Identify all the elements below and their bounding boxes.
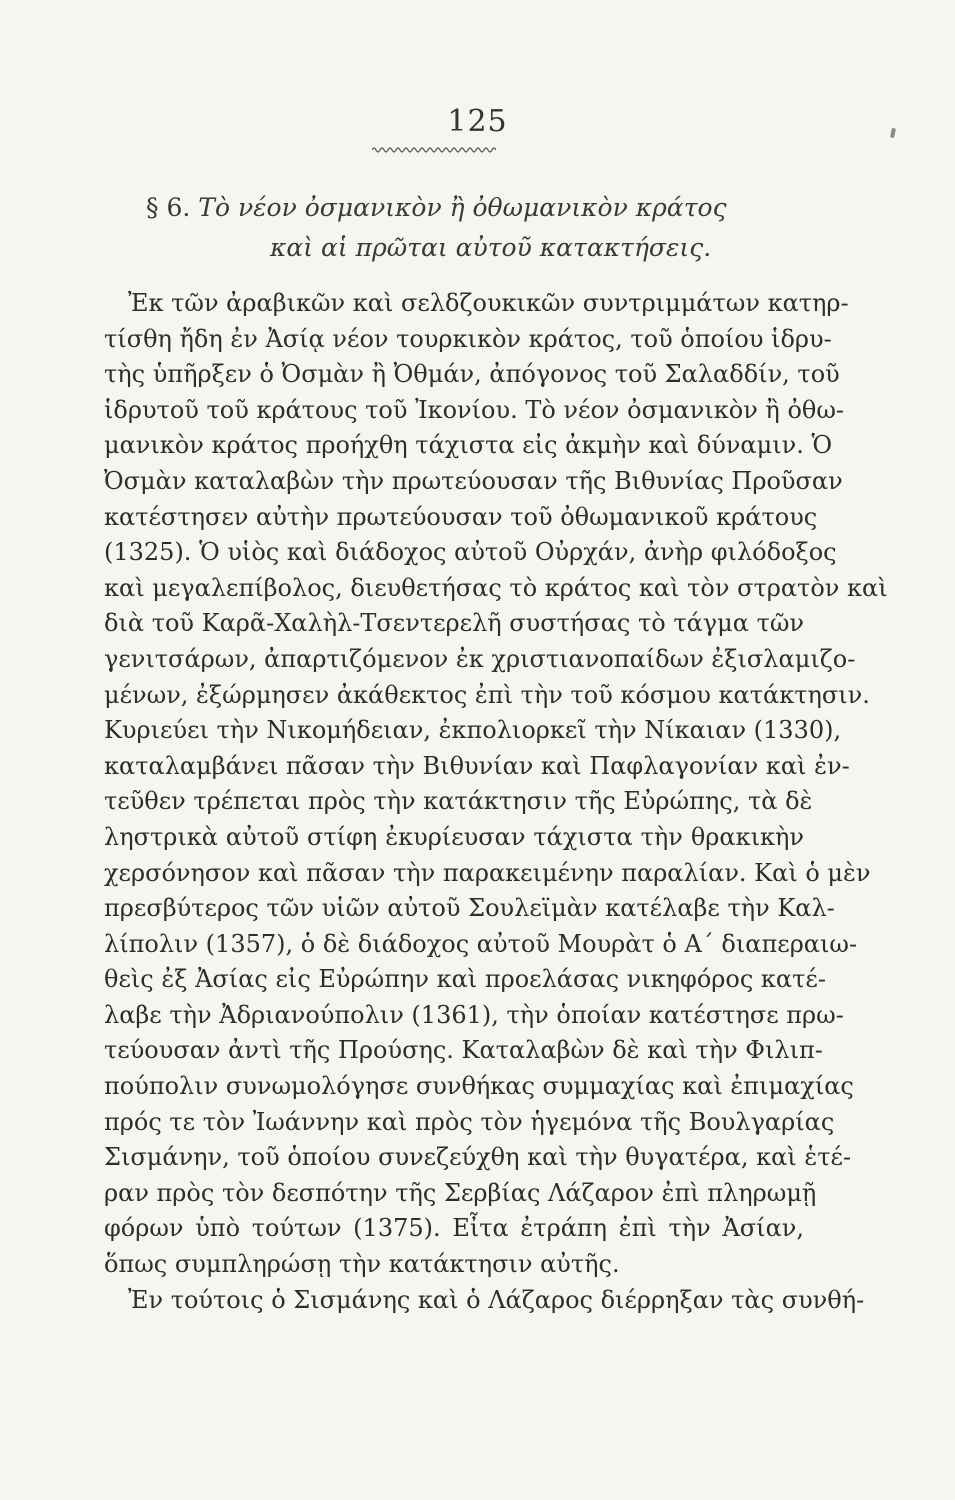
text-line: πρεσβύτερος τῶν υἱῶν αὐτοῦ Σουλεϊμὰν κατέλαβε τὴν Καλ- <box>104 894 835 923</box>
text-line: ὅπως συμπληρώσῃ τὴν κατάκτησιν αὐτῆς. <box>104 1250 620 1279</box>
text-line: λαβε τὴν Ἀδριανούπολιν (1361), τὴν ὁποίαν κατέστησε πρω- <box>104 1000 844 1029</box>
text-line: ληστρικὰ αὐτοῦ στίφη ἐκυρίευσαν τάχιστα τὴν θρακικὴν <box>104 822 804 851</box>
text-line: (1325). Ὁ υἱὸς καὶ διάδοχος αὐτοῦ Οὐρχάν, ἀνὴρ φιλόδοξος <box>104 538 837 567</box>
text-line: θεὶς ἐξ Ἀσίας εἰς Εὐρώπην καὶ προελάσας νικηφόρος κατέ- <box>104 965 826 994</box>
page-number: 125 <box>447 104 508 139</box>
text-line: καὶ μεγαλεπίβολος, διευθετήσας τὸ κράτος καὶ τὸν στρατὸν καὶ <box>104 573 888 602</box>
section-title-part-2: καὶ αἱ πρῶται αὐτοῦ κατακτήσεις. <box>270 233 712 262</box>
text-line: διὰ τοῦ Καρᾶ-Χαλὴλ-Τσεντερελῆ συστήσας τὸ τάγμα τῶν <box>104 609 805 638</box>
text-line: φόρων ὑπὸ τούτων (1375). Εἶτα ἐτράπη ἐπὶ τὴν Ἀσίαν, <box>104 1214 804 1243</box>
text-line: τεύουσαν ἀντὶ τῆς Προύσης. Καταλαβὼν δὲ καὶ τὴν Φιλιπ- <box>104 1036 823 1065</box>
text-line: χερσόνησον καὶ πᾶσαν τὴν παρακειμένην παραλίαν. Καὶ ὁ μὲν <box>104 858 871 887</box>
text-line: πούπολιν συνωμολόγησε συνθήκας συμμαχίας καὶ ἐπιμαχίας <box>104 1072 854 1101</box>
section-heading <box>140 188 800 268</box>
text-line: καταλαμβάνει πᾶσαν τὴν Βιθυνίαν καὶ Παφλαγονίαν καὶ ἐν- <box>104 751 850 780</box>
text-line: Κυριεύει τὴν Νικομήδειαν, ἐκπολιορκεῖ τὴν Νίκαιαν (1330), <box>104 716 842 745</box>
text-line: Ἐν τούτοις ὁ Σισμάνης καὶ ὁ Λάζαρος διέρρηξαν τὰς συνθή- <box>128 1285 865 1314</box>
text-line: τεῦθεν τρέπεται πρὸς τὴν κατάκτησιν τῆς Εὐρώπης, τὰ δὲ <box>104 787 813 816</box>
text-line: πρός τε τὸν Ἰωάννην καὶ πρὸς τὸν ἡγεμόνα τῆς Βουλγαρίας <box>104 1107 835 1136</box>
text-line: Ὀσμὰν καταλαβὼν τὴν πρωτεύουσαν τῆς Βιθυνίας Προῦσαν <box>104 466 843 495</box>
text-line: τίσθη ἤδη ἐν Ἀσίᾳ νέον τουρκικὸν κράτος, τοῦ ὁποίου ἱδρυ- <box>104 324 832 353</box>
section-title-part-1: Τὸ νέον ὀσμανικὸν ἢ ὀθωμανικὸν κράτος <box>198 193 727 222</box>
heading-line-1 <box>140 188 800 228</box>
wavy-rule-ornament <box>372 146 496 154</box>
text-line: κατέστησεν αὐτὴν πρωτεύουσαν τοῦ ὀθωμανικοῦ κράτους <box>104 502 818 531</box>
body-text <box>104 286 888 1318</box>
text-line: ἱδρυτοῦ τοῦ κράτους τοῦ Ἰκονίου. Τὸ νέον ὀσμανικὸν ἢ ὀθω- <box>104 395 845 424</box>
text-line: λίπολιν (1357), ὁ δὲ διάδοχος αὐτοῦ Μουρὰτ ὁ Α΄ διαπεραιω- <box>104 929 858 958</box>
text-line: Σισμάνην, τοῦ ὁποίου συνεζεύχθη καὶ τὴν θυγατέρα, καὶ ἑτέ- <box>104 1143 852 1172</box>
text-line: τὴς ὑπῆρξεν ὁ Ὀσμὰν ἢ Ὀθμάν, ἀπόγονος τοῦ Σαλαδδίν, τοῦ <box>104 360 840 389</box>
text-line: μανικὸν κράτος προήχθη τάχιστα εἰς ἀκμὴν καὶ δύναμιν. Ὁ <box>104 431 833 460</box>
text-line: Ἐκ τῶν ἀραβικῶν καὶ σελδζουκικῶν συντριμμάτων κατηρ- <box>128 289 849 317</box>
text-line: ραν πρὸς τὸν δεσπότην τῆς Σερβίας Λάζαρον ἐπὶ πληρωμῇ <box>104 1178 817 1207</box>
section-number: § 6. <box>146 193 191 222</box>
text-line: μένων, ἐξώρμησεν ἀκάθεκτος ἐπὶ τὴν τοῦ κόσμου κατάκτησιν. <box>104 680 870 709</box>
text-line: γενιτσάρων, ἀπαρτιζόμενον ἐκ χριστιανοπαίδων ἐξισλαμιζο- <box>104 644 856 673</box>
